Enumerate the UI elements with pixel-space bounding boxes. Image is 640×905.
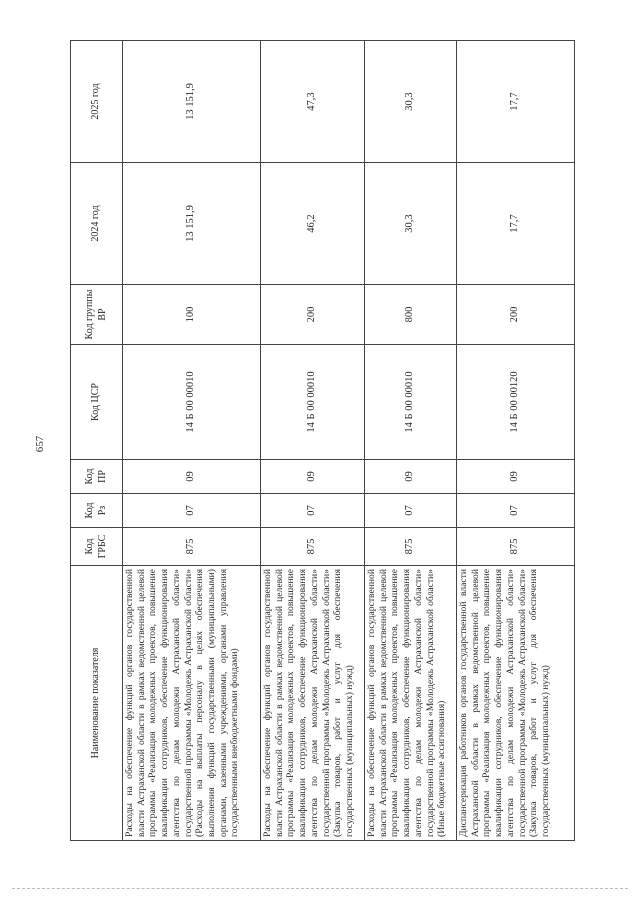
row-value-2024: 17,7 bbox=[457, 163, 575, 285]
row-name: Расходы на обеспечение функций органов государственной власти Астраханской области в рамках ведомственной целевой программы «Реализация молодежных проектов, повышение квалификации сотрудников, обеспечение функционирования агентства по делам молодежи Астраханской области» государственной программы «Молодежь Астраханской области» (Иные бюджетные ассигнования) bbox=[365, 566, 457, 841]
bottom-divider bbox=[12, 888, 628, 889]
table-row bbox=[365, 41, 457, 841]
row-grbs: 875 bbox=[123, 528, 261, 566]
row-name: Расходы на обеспечение функций органов государственной власти Астраханской области в рамках ведомственной целевой программы «Реализация молодежных проектов, повышение квалификации сотрудников, обеспечение функционирования агентства по делам молодежи Астраханской области» государственной программы «Молодежь Астраханской области» (Закупка товаров, работ и услуг для обеспечения государственных (муниципальных) нужд) bbox=[261, 566, 365, 841]
header-year-2024: 2024 год bbox=[71, 163, 123, 285]
budget-table bbox=[70, 40, 575, 841]
header-csr: Код ЦСР bbox=[71, 345, 123, 460]
header-vr: Код группы ВР bbox=[71, 285, 123, 345]
row-grbs: 875 bbox=[365, 528, 457, 566]
row-value-2025: 30,3 bbox=[365, 41, 457, 163]
table-row bbox=[457, 41, 575, 841]
header-pr: Код ПР bbox=[71, 460, 123, 494]
row-name: Диспансеризация работников органов государственной власти Астраханской области в рамках ведомственной целевой программы «Реализация молодежных проектов, повышение квалификации сотрудников, обеспечение функционирования агентства по делам молодежи Астраханской области» государственной программы «Молодежь Астраханской области» (Закупка товаров, работ и услуг для обеспечения государственных (муниципальных) нужд) bbox=[457, 566, 575, 841]
row-grbs: 875 bbox=[261, 528, 365, 566]
row-vr: 100 bbox=[123, 285, 261, 345]
header-rz: Код Рз bbox=[71, 494, 123, 528]
row-value-2025: 47,3 bbox=[261, 41, 365, 163]
row-vr: 800 bbox=[365, 285, 457, 345]
row-value-2025: 17,7 bbox=[457, 41, 575, 163]
header-grbs: Код ГРБС bbox=[71, 528, 123, 566]
row-rz: 07 bbox=[123, 494, 261, 528]
header-name: Наименование показателя bbox=[71, 566, 123, 841]
row-value-2024: 30,3 bbox=[365, 163, 457, 285]
row-rz: 07 bbox=[365, 494, 457, 528]
row-pr: 09 bbox=[123, 460, 261, 494]
row-value-2024: 46,2 bbox=[261, 163, 365, 285]
row-rz: 07 bbox=[457, 494, 575, 528]
row-csr: 14 Б 00 00120 bbox=[457, 345, 575, 460]
row-vr: 200 bbox=[261, 285, 365, 345]
table-row bbox=[261, 41, 365, 841]
rotated-table-wrapper bbox=[70, 41, 574, 841]
row-csr: 14 Б 00 00010 bbox=[365, 345, 457, 460]
row-csr: 14 Б 00 00010 bbox=[123, 345, 261, 460]
row-value-2024: 13 151,9 bbox=[123, 163, 261, 285]
header-row bbox=[71, 41, 123, 841]
row-pr: 09 bbox=[365, 460, 457, 494]
row-vr: 200 bbox=[457, 285, 575, 345]
table-row bbox=[123, 41, 261, 841]
row-value-2025: 13 151,9 bbox=[123, 41, 261, 163]
row-pr: 09 bbox=[457, 460, 575, 494]
row-name: Расходы на обеспечение функций органов государственной власти Астраханской области в рамках ведомственной целевой программы «Реализация молодежных проектов, повышение квалификации сотрудников, обеспечение функционирования агентства по делам молодежи Астраханской области» государственной программы «Молодежь Астраханской области» (Расходы на выплаты персоналу в целях обеспечения выполнения функций государственными (муниципальными) органами, казенными учреждениями, органами управления государственными внебюджетными фондами) bbox=[123, 566, 261, 841]
row-grbs: 875 bbox=[457, 528, 575, 566]
header-year-2025: 2025 год bbox=[71, 41, 123, 163]
page-number: 657 bbox=[34, 435, 46, 453]
row-pr: 09 bbox=[261, 460, 365, 494]
row-csr: 14 Б 00 00010 bbox=[261, 345, 365, 460]
row-rz: 07 bbox=[261, 494, 365, 528]
